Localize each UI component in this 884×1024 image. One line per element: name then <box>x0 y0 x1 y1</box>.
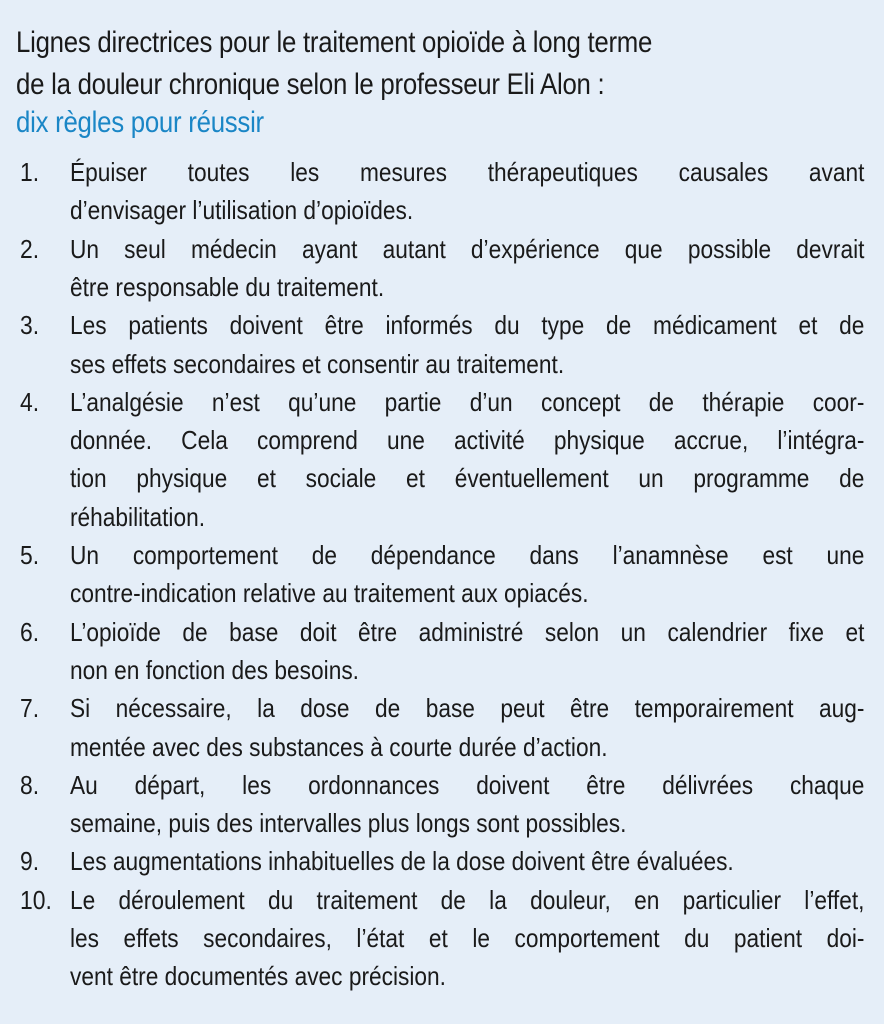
title-line-2: de la douleur chronique selon le professeur Eli Alon : <box>16 68 605 101</box>
rule-number: 6. <box>20 616 40 647</box>
rule-text-line: Le déroulement du traitement de la douleur, en particulier l’effet, <box>70 884 865 915</box>
rule-number: 7. <box>20 693 40 724</box>
rule-text-line: L’analgésie n’est qu’une partie d’un concept de thérapie coor- <box>70 386 865 417</box>
rule-number: 1. <box>20 157 40 187</box>
rule-text-line: non en fonction des besoins. <box>70 654 359 685</box>
rule-number: 9. <box>20 846 40 877</box>
rule-number: 5. <box>20 540 40 570</box>
title-line-1: Lignes directrices pour le traitement opioïde à long terme <box>16 26 653 59</box>
rule-text-line: d’envisager l’utilisation d’opioïdes. <box>70 195 414 226</box>
rule-text-line: Si nécessaire, la dose de base peut être temporairement aug- <box>70 693 865 724</box>
rule-text-line: semaine, puis des intervalles plus longs sont possibles. <box>70 808 627 839</box>
rule-text-line: Au départ, les ordonnances doivent être délivrées chaque <box>70 769 865 800</box>
rule-text-line: les effets secondaires, l’état et le comportement du patient doi- <box>70 923 865 953</box>
rule-text-line: L’opioïde de base doit être administré selon un calendrier fixe et <box>70 616 865 647</box>
rule-text-line: réhabilitation. <box>70 501 206 532</box>
rule-text-line: mentée avec des substances à courte durée d’action. <box>70 731 608 762</box>
rule-text-line: Épuiser toutes les mesures thérapeutiques causales avant <box>70 157 865 187</box>
rule-number: 10. <box>20 884 52 915</box>
rule-text-line: être responsable du traitement. <box>70 271 385 302</box>
rule-text-line: tion physique et sociale et éventuellement un programme de <box>70 463 865 494</box>
subtitle: dix règles pour réussir <box>16 106 264 139</box>
rule-text-line: donnée. Cela comprend une activité physique accrue, l’intégra- <box>70 425 865 456</box>
rule-text-line: ses effets secondaires et consentir au traitement. <box>70 348 565 379</box>
rule-text-line: contre-indication relative au traitement aux opiacés. <box>70 578 589 609</box>
rule-number: 4. <box>20 386 40 417</box>
rule-number: 8. <box>20 769 40 800</box>
rule-text-line: Les patients doivent être informés du type de médicament et de <box>70 310 865 341</box>
rule-number: 2. <box>20 233 40 264</box>
rule-text-line: vent être documentés avec précision. <box>70 961 446 992</box>
rule-number: 3. <box>20 310 40 341</box>
rule-text-line: Un seul médecin ayant autant d’expérience que possible devrait <box>70 233 865 264</box>
rule-text-line: Un comportement de dépendance dans l’anamnèse est une <box>70 540 865 570</box>
rule-text-line: Les augmentations inhabituelles de la dose doivent être évaluées. <box>70 846 734 877</box>
